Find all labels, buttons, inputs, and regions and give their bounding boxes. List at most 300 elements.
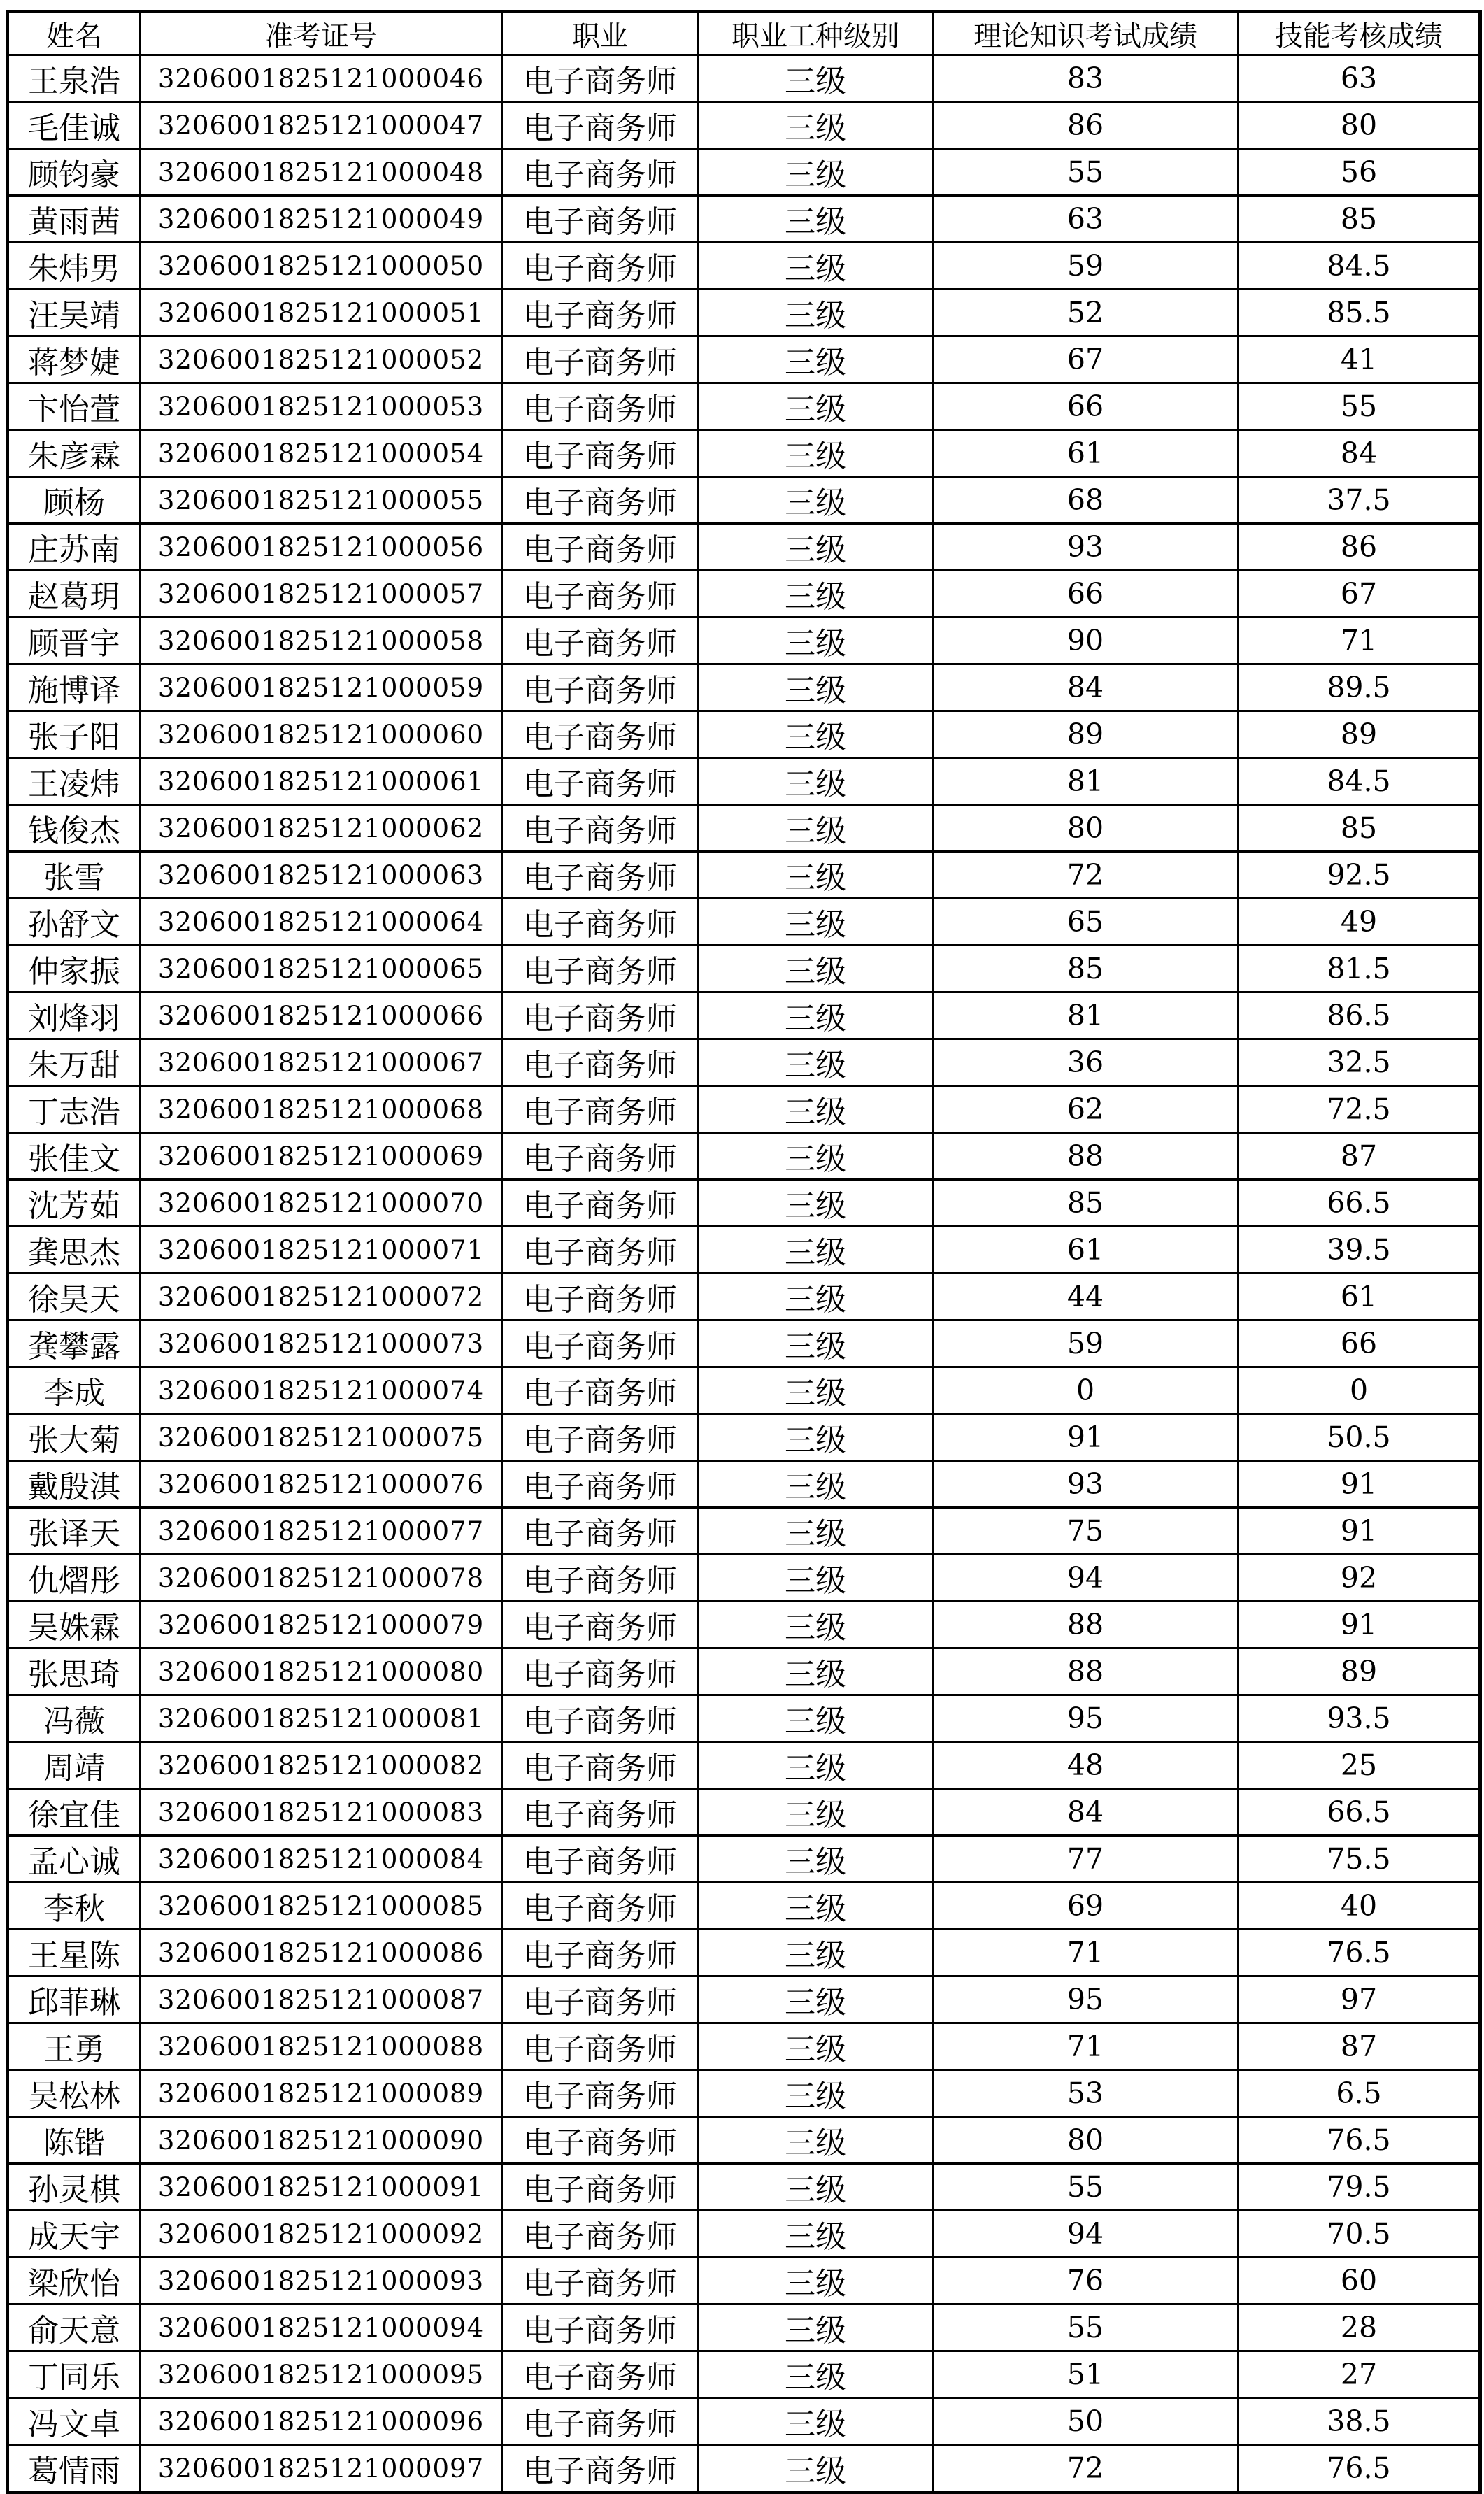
occupation-level-cell: 三级 — [699, 2351, 933, 2398]
occupation-level-cell: 三级 — [699, 1648, 933, 1695]
occupation-cell: 电子商务师 — [502, 1836, 699, 1883]
occupation-cell: 电子商务师 — [502, 1274, 699, 1320]
theory-score-cell: 52 — [933, 290, 1239, 336]
name-cell: 孟心诚 — [8, 1836, 141, 1883]
occupation-cell: 电子商务师 — [502, 852, 699, 899]
header-occupation-level: 职业工种级别 — [699, 12, 933, 55]
occupation-cell: 电子商务师 — [502, 2211, 699, 2258]
table-header — [8, 12, 1481, 55]
occupation-cell: 电子商务师 — [502, 1133, 699, 1180]
table-row — [8, 899, 1481, 946]
admission-number-cell: 3206001825121000050 — [141, 243, 502, 290]
occupation-level-cell: 三级 — [699, 1602, 933, 1648]
theory-score-cell: 59 — [933, 1320, 1239, 1367]
admission-number-cell: 3206001825121000055 — [141, 477, 502, 524]
occupation-level-cell: 三级 — [699, 383, 933, 430]
skill-score-cell: 70.5 — [1239, 2211, 1481, 2258]
skill-score-cell: 55 — [1239, 383, 1481, 430]
occupation-cell: 电子商务师 — [502, 243, 699, 290]
occupation-level-cell: 三级 — [699, 1274, 933, 1320]
occupation-cell: 电子商务师 — [502, 102, 699, 149]
occupation-cell: 电子商务师 — [502, 2164, 699, 2211]
table-row — [8, 524, 1481, 571]
theory-score-cell: 55 — [933, 2304, 1239, 2351]
occupation-level-cell: 三级 — [699, 524, 933, 571]
theory-score-cell: 93 — [933, 524, 1239, 571]
header-skill-score: 技能考核成绩 — [1239, 12, 1481, 55]
name-cell: 吴松林 — [8, 2070, 141, 2117]
name-cell: 张译天 — [8, 1508, 141, 1555]
theory-score-cell: 81 — [933, 758, 1239, 805]
theory-score-cell: 84 — [933, 664, 1239, 711]
skill-score-cell: 66 — [1239, 1320, 1481, 1367]
name-cell: 王勇 — [8, 2023, 141, 2070]
admission-number-cell: 3206001825121000091 — [141, 2164, 502, 2211]
skill-score-cell: 63 — [1239, 55, 1481, 102]
table-row — [8, 1648, 1481, 1695]
occupation-cell: 电子商务师 — [502, 946, 699, 992]
theory-score-cell: 72 — [933, 2445, 1239, 2493]
table-row — [8, 571, 1481, 618]
table-row — [8, 55, 1481, 102]
occupation-cell: 电子商务师 — [502, 1508, 699, 1555]
theory-score-cell: 80 — [933, 805, 1239, 852]
theory-score-cell: 75 — [933, 1508, 1239, 1555]
table-row — [8, 1086, 1481, 1133]
theory-score-cell: 66 — [933, 571, 1239, 618]
name-cell: 朱万甜 — [8, 1039, 141, 1086]
skill-score-cell: 84.5 — [1239, 243, 1481, 290]
table-row — [8, 1367, 1481, 1414]
skill-score-cell: 91 — [1239, 1461, 1481, 1508]
occupation-level-cell: 三级 — [699, 2023, 933, 2070]
table-row — [8, 149, 1481, 196]
skill-score-cell: 60 — [1239, 2258, 1481, 2304]
theory-score-cell: 48 — [933, 1742, 1239, 1789]
table-row — [8, 1133, 1481, 1180]
name-cell: 蒋梦婕 — [8, 336, 141, 383]
skill-score-cell: 71 — [1239, 618, 1481, 664]
occupation-cell: 电子商务师 — [502, 336, 699, 383]
occupation-cell: 电子商务师 — [502, 1883, 699, 1930]
theory-score-cell: 69 — [933, 1883, 1239, 1930]
table-row — [8, 2023, 1481, 2070]
theory-score-cell: 88 — [933, 1602, 1239, 1648]
name-cell: 邱菲琳 — [8, 1976, 141, 2023]
name-cell: 李秋 — [8, 1883, 141, 1930]
admission-number-cell: 3206001825121000073 — [141, 1320, 502, 1367]
name-cell: 卞怡萱 — [8, 383, 141, 430]
occupation-level-cell: 三级 — [699, 1133, 933, 1180]
occupation-level-cell: 三级 — [699, 1227, 933, 1274]
name-cell: 陈锴 — [8, 2117, 141, 2164]
skill-score-cell: 85.5 — [1239, 290, 1481, 336]
table-row — [8, 1414, 1481, 1461]
table-row — [8, 336, 1481, 383]
table-row — [8, 196, 1481, 243]
occupation-cell: 电子商务师 — [502, 1367, 699, 1414]
occupation-level-cell: 三级 — [699, 2070, 933, 2117]
occupation-level-cell: 三级 — [699, 1883, 933, 1930]
admission-number-cell: 3206001825121000082 — [141, 1742, 502, 1789]
occupation-level-cell: 三级 — [699, 430, 933, 477]
theory-score-cell: 80 — [933, 2117, 1239, 2164]
skill-score-cell: 6.5 — [1239, 2070, 1481, 2117]
name-cell: 朱彦霖 — [8, 430, 141, 477]
occupation-level-cell: 三级 — [699, 1695, 933, 1742]
admission-number-cell: 3206001825121000046 — [141, 55, 502, 102]
name-cell: 徐宜佳 — [8, 1789, 141, 1836]
admission-number-cell: 3206001825121000090 — [141, 2117, 502, 2164]
skill-score-cell: 49 — [1239, 899, 1481, 946]
admission-number-cell: 3206001825121000054 — [141, 430, 502, 477]
occupation-level-cell: 三级 — [699, 2164, 933, 2211]
occupation-level-cell: 三级 — [699, 243, 933, 290]
table-row — [8, 992, 1481, 1039]
table-row — [8, 1180, 1481, 1227]
admission-number-cell: 3206001825121000047 — [141, 102, 502, 149]
table-row — [8, 1461, 1481, 1508]
name-cell: 仲家振 — [8, 946, 141, 992]
table-row — [8, 805, 1481, 852]
theory-score-cell: 0 — [933, 1367, 1239, 1414]
occupation-cell: 电子商务师 — [502, 1695, 699, 1742]
occupation-level-cell: 三级 — [699, 2211, 933, 2258]
table-row — [8, 1742, 1481, 1789]
skill-score-cell: 66.5 — [1239, 1180, 1481, 1227]
name-cell: 吴姝霖 — [8, 1602, 141, 1648]
name-cell: 施博译 — [8, 664, 141, 711]
theory-score-cell: 76 — [933, 2258, 1239, 2304]
occupation-level-cell: 三级 — [699, 1086, 933, 1133]
theory-score-cell: 81 — [933, 992, 1239, 1039]
skill-score-cell: 89 — [1239, 1648, 1481, 1695]
occupation-level-cell: 三级 — [699, 102, 933, 149]
admission-number-cell: 3206001825121000060 — [141, 711, 502, 758]
name-cell: 顾钧豪 — [8, 149, 141, 196]
occupation-cell: 电子商务师 — [502, 805, 699, 852]
admission-number-cell: 3206001825121000086 — [141, 1930, 502, 1976]
name-cell: 俞天意 — [8, 2304, 141, 2351]
skill-score-cell: 89.5 — [1239, 664, 1481, 711]
skill-score-cell: 86.5 — [1239, 992, 1481, 1039]
skill-score-cell: 86 — [1239, 524, 1481, 571]
skill-score-cell: 85 — [1239, 196, 1481, 243]
occupation-cell: 电子商务师 — [502, 1180, 699, 1227]
name-cell: 龚思杰 — [8, 1227, 141, 1274]
table-row — [8, 1274, 1481, 1320]
occupation-cell: 电子商务师 — [502, 1976, 699, 2023]
occupation-level-cell: 三级 — [699, 336, 933, 383]
occupation-level-cell: 三级 — [699, 618, 933, 664]
name-cell: 王泉浩 — [8, 55, 141, 102]
admission-number-cell: 3206001825121000095 — [141, 2351, 502, 2398]
name-cell: 赵葛玥 — [8, 571, 141, 618]
occupation-level-cell: 三级 — [699, 2117, 933, 2164]
name-cell: 顾杨 — [8, 477, 141, 524]
skill-score-cell: 76.5 — [1239, 1930, 1481, 1976]
admission-number-cell: 3206001825121000070 — [141, 1180, 502, 1227]
occupation-cell: 电子商务师 — [502, 430, 699, 477]
skill-score-cell: 97 — [1239, 1976, 1481, 2023]
skill-score-cell: 25 — [1239, 1742, 1481, 1789]
occupation-level-cell: 三级 — [699, 1789, 933, 1836]
table-row — [8, 1976, 1481, 2023]
skill-score-cell: 91 — [1239, 1602, 1481, 1648]
name-cell: 王凌炜 — [8, 758, 141, 805]
skill-score-cell: 41 — [1239, 336, 1481, 383]
name-cell: 张佳文 — [8, 1133, 141, 1180]
skill-score-cell: 87 — [1239, 1133, 1481, 1180]
occupation-cell: 电子商务师 — [502, 1227, 699, 1274]
name-cell: 王星陈 — [8, 1930, 141, 1976]
skill-score-cell: 67 — [1239, 571, 1481, 618]
admission-number-cell: 3206001825121000084 — [141, 1836, 502, 1883]
table-row — [8, 1320, 1481, 1367]
theory-score-cell: 55 — [933, 2164, 1239, 2211]
table-row — [8, 946, 1481, 992]
skill-score-cell: 72.5 — [1239, 1086, 1481, 1133]
occupation-cell: 电子商务师 — [502, 1648, 699, 1695]
admission-number-cell: 3206001825121000087 — [141, 1976, 502, 2023]
table-row — [8, 711, 1481, 758]
table-row — [8, 852, 1481, 899]
occupation-level-cell: 三级 — [699, 571, 933, 618]
admission-number-cell: 3206001825121000065 — [141, 946, 502, 992]
occupation-level-cell: 三级 — [699, 1508, 933, 1555]
table-row — [8, 2304, 1481, 2351]
name-cell: 冯薇 — [8, 1695, 141, 1742]
table-row — [8, 243, 1481, 290]
occupation-level-cell: 三级 — [699, 2445, 933, 2493]
skill-score-cell: 76.5 — [1239, 2445, 1481, 2493]
table-row — [8, 2398, 1481, 2445]
admission-number-cell: 3206001825121000053 — [141, 383, 502, 430]
table-row — [8, 1602, 1481, 1648]
occupation-level-cell: 三级 — [699, 852, 933, 899]
name-cell: 孙灵棋 — [8, 2164, 141, 2211]
theory-score-cell: 61 — [933, 430, 1239, 477]
occupation-level-cell: 三级 — [699, 1976, 933, 2023]
name-cell: 徐昊天 — [8, 1274, 141, 1320]
admission-number-cell: 3206001825121000064 — [141, 899, 502, 946]
admission-number-cell: 3206001825121000061 — [141, 758, 502, 805]
admission-number-cell: 3206001825121000088 — [141, 2023, 502, 2070]
skill-score-cell: 92.5 — [1239, 852, 1481, 899]
occupation-level-cell: 三级 — [699, 1461, 933, 1508]
occupation-level-cell: 三级 — [699, 992, 933, 1039]
admission-number-cell: 3206001825121000063 — [141, 852, 502, 899]
occupation-cell: 电子商务师 — [502, 992, 699, 1039]
skill-score-cell: 84 — [1239, 430, 1481, 477]
table-row — [8, 2070, 1481, 2117]
theory-score-cell: 55 — [933, 149, 1239, 196]
name-cell: 张雪 — [8, 852, 141, 899]
occupation-cell: 电子商务师 — [502, 383, 699, 430]
theory-score-cell: 88 — [933, 1648, 1239, 1695]
name-cell: 孙舒文 — [8, 899, 141, 946]
name-cell: 沈芳茹 — [8, 1180, 141, 1227]
table-row — [8, 664, 1481, 711]
admission-number-cell: 3206001825121000077 — [141, 1508, 502, 1555]
occupation-cell: 电子商务师 — [502, 2398, 699, 2445]
occupation-level-cell: 三级 — [699, 1180, 933, 1227]
name-cell: 张大菊 — [8, 1414, 141, 1461]
skill-score-cell: 39.5 — [1239, 1227, 1481, 1274]
occupation-level-cell: 三级 — [699, 55, 933, 102]
admission-number-cell: 3206001825121000079 — [141, 1602, 502, 1648]
occupation-cell: 电子商务师 — [502, 2351, 699, 2398]
occupation-cell: 电子商务师 — [502, 711, 699, 758]
occupation-cell: 电子商务师 — [502, 1930, 699, 1976]
table-row — [8, 2445, 1481, 2493]
occupation-level-cell: 三级 — [699, 1320, 933, 1367]
admission-number-cell: 3206001825121000062 — [141, 805, 502, 852]
name-cell: 汪吴靖 — [8, 290, 141, 336]
occupation-cell: 电子商务师 — [502, 2304, 699, 2351]
admission-number-cell: 3206001825121000059 — [141, 664, 502, 711]
name-cell: 庄苏南 — [8, 524, 141, 571]
skill-score-cell: 38.5 — [1239, 2398, 1481, 2445]
name-cell: 丁志浩 — [8, 1086, 141, 1133]
table-row — [8, 383, 1481, 430]
name-cell: 顾晋宇 — [8, 618, 141, 664]
occupation-level-cell: 三级 — [699, 2258, 933, 2304]
skill-score-cell: 91 — [1239, 1508, 1481, 1555]
name-cell: 梁欣怡 — [8, 2258, 141, 2304]
occupation-level-cell: 三级 — [699, 290, 933, 336]
skill-score-cell: 0 — [1239, 1367, 1481, 1414]
theory-score-cell: 63 — [933, 196, 1239, 243]
admission-number-cell: 3206001825121000056 — [141, 524, 502, 571]
theory-score-cell: 95 — [933, 1695, 1239, 1742]
table-row — [8, 1930, 1481, 1976]
occupation-level-cell: 三级 — [699, 1930, 933, 1976]
occupation-cell: 电子商务师 — [502, 2070, 699, 2117]
name-cell: 戴殷淇 — [8, 1461, 141, 1508]
theory-score-cell: 62 — [933, 1086, 1239, 1133]
table-row — [8, 1789, 1481, 1836]
occupation-cell: 电子商务师 — [502, 149, 699, 196]
skill-score-cell: 89 — [1239, 711, 1481, 758]
theory-score-cell: 59 — [933, 243, 1239, 290]
occupation-cell: 电子商务师 — [502, 899, 699, 946]
theory-score-cell: 36 — [933, 1039, 1239, 1086]
theory-score-cell: 93 — [933, 1461, 1239, 1508]
table-row — [8, 1227, 1481, 1274]
theory-score-cell: 94 — [933, 1555, 1239, 1602]
theory-score-cell: 51 — [933, 2351, 1239, 2398]
occupation-level-cell: 三级 — [699, 805, 933, 852]
name-cell: 刘烽羽 — [8, 992, 141, 1039]
table-row — [8, 1695, 1481, 1742]
theory-score-cell: 84 — [933, 1789, 1239, 1836]
skill-score-cell: 81.5 — [1239, 946, 1481, 992]
theory-score-cell: 90 — [933, 618, 1239, 664]
table-row — [8, 2117, 1481, 2164]
skill-score-cell: 76.5 — [1239, 2117, 1481, 2164]
table-row — [8, 1883, 1481, 1930]
header-occupation: 职业 — [502, 12, 699, 55]
admission-number-cell: 3206001825121000048 — [141, 149, 502, 196]
skill-score-cell: 32.5 — [1239, 1039, 1481, 1086]
table-row — [8, 430, 1481, 477]
admission-number-cell: 3206001825121000076 — [141, 1461, 502, 1508]
table-row — [8, 2351, 1481, 2398]
admission-number-cell: 3206001825121000074 — [141, 1367, 502, 1414]
results-table — [6, 10, 1482, 2494]
theory-score-cell: 66 — [933, 383, 1239, 430]
occupation-level-cell: 三级 — [699, 664, 933, 711]
admission-number-cell: 3206001825121000066 — [141, 992, 502, 1039]
header-name: 姓名 — [8, 12, 141, 55]
skill-score-cell: 84.5 — [1239, 758, 1481, 805]
table-body — [8, 55, 1481, 2493]
occupation-cell: 电子商务师 — [502, 1086, 699, 1133]
admission-number-cell: 3206001825121000072 — [141, 1274, 502, 1320]
admission-number-cell: 3206001825121000081 — [141, 1695, 502, 1742]
admission-number-cell: 3206001825121000069 — [141, 1133, 502, 1180]
occupation-cell: 电子商务师 — [502, 196, 699, 243]
name-cell: 毛佳诚 — [8, 102, 141, 149]
theory-score-cell: 65 — [933, 899, 1239, 946]
header-admission-number: 准考证号 — [141, 12, 502, 55]
occupation-cell: 电子商务师 — [502, 524, 699, 571]
admission-number-cell: 3206001825121000097 — [141, 2445, 502, 2493]
skill-score-cell: 85 — [1239, 805, 1481, 852]
occupation-level-cell: 三级 — [699, 477, 933, 524]
occupation-cell: 电子商务师 — [502, 1789, 699, 1836]
table-row — [8, 290, 1481, 336]
theory-score-cell: 71 — [933, 2023, 1239, 2070]
admission-number-cell: 3206001825121000068 — [141, 1086, 502, 1133]
name-cell: 张子阳 — [8, 711, 141, 758]
occupation-level-cell: 三级 — [699, 1367, 933, 1414]
occupation-cell: 电子商务师 — [502, 290, 699, 336]
name-cell: 李成 — [8, 1367, 141, 1414]
table-row — [8, 758, 1481, 805]
skill-score-cell: 61 — [1239, 1274, 1481, 1320]
name-cell: 龚攀露 — [8, 1320, 141, 1367]
admission-number-cell: 3206001825121000083 — [141, 1789, 502, 1836]
skill-score-cell: 92 — [1239, 1555, 1481, 1602]
occupation-level-cell: 三级 — [699, 149, 933, 196]
admission-number-cell: 3206001825121000078 — [141, 1555, 502, 1602]
admission-number-cell: 3206001825121000075 — [141, 1414, 502, 1461]
table-row — [8, 2164, 1481, 2211]
skill-score-cell: 93.5 — [1239, 1695, 1481, 1742]
occupation-level-cell: 三级 — [699, 1836, 933, 1883]
occupation-level-cell: 三级 — [699, 2398, 933, 2445]
theory-score-cell: 95 — [933, 1976, 1239, 2023]
occupation-level-cell: 三级 — [699, 1039, 933, 1086]
theory-score-cell: 94 — [933, 2211, 1239, 2258]
admission-number-cell: 3206001825121000094 — [141, 2304, 502, 2351]
occupation-cell: 电子商务师 — [502, 571, 699, 618]
theory-score-cell: 86 — [933, 102, 1239, 149]
occupation-level-cell: 三级 — [699, 2304, 933, 2351]
name-cell: 冯文卓 — [8, 2398, 141, 2445]
occupation-cell: 电子商务师 — [502, 1742, 699, 1789]
name-cell: 张思琦 — [8, 1648, 141, 1695]
theory-score-cell: 53 — [933, 2070, 1239, 2117]
table-row — [8, 1555, 1481, 1602]
table-row — [8, 2258, 1481, 2304]
table-row — [8, 102, 1481, 149]
theory-score-cell: 89 — [933, 711, 1239, 758]
admission-number-cell: 3206001825121000067 — [141, 1039, 502, 1086]
skill-score-cell: 27 — [1239, 2351, 1481, 2398]
